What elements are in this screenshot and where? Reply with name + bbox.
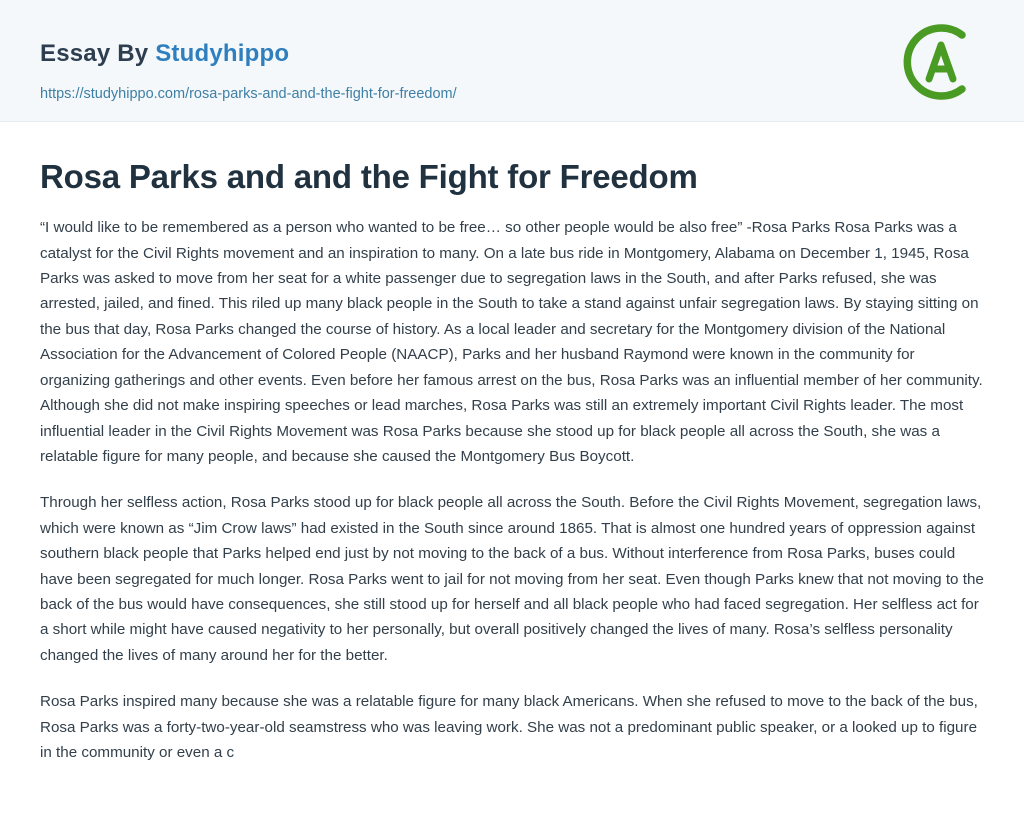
brand-name: Studyhippo <box>155 40 290 67</box>
essay-paragraph: Rosa Parks inspired many because she was a relatable figure for many black Americans. When she refused to move to the back of the bus, Rosa Parks was a forty-two-year-old seamstress who was leaving work. She was not a predominant public speaker, or a looked up to figure in the community or even a c <box>40 693 978 761</box>
brand-title <box>40 40 289 68</box>
essay-paragraph: “I would like to be remembered as a person who wanted to be free… so other people would be also free” -Rosa Parks Rosa Parks was a catalyst for the Civil Rights movement and an inspiration to many. On a late bus ride in Montgomery, Alabama on December 1, 1945, Rosa Parks was asked to move from her seat for a white passenger due to segregation laws in the South, and after Parks refused, she was arrested, jailed, and fined. This riled up many black people in the South to take a stand against unfair segregation laws. By staying sitting on the bus that day, Rosa Parks changed the course of history. As a local leader and secretary for the Montgomery division of the National Association for the Advancement of Colored People (NAACP), Parks and her husband Raymond were known in the community for organizing gatherings and other events. Even before her famous arrest on the bus, Rosa Parks was an influential member of her community. Although she did not make inspiring speeches or lead marches, Rosa Parks was still an extremely important Civil Rights leader. The most influential leader in the Civil Rights Movement was Rosa Parks because she stood up for black people all across the South, she was a relatable figure for many people, and because she caused the Montgomery Bus Boycott. <box>40 219 983 465</box>
studyhippo-circle-a-logo-icon <box>900 21 982 103</box>
brand-prefix: Essay By <box>40 40 156 67</box>
essay-content <box>0 122 1024 765</box>
source-url-link[interactable]: https://studyhippo.com/rosa-parks-and-and-the-fight-for-freedom/ <box>40 86 457 102</box>
essay-paragraph: Through her selfless action, Rosa Parks stood up for black people all across the South. Before the Civil Rights Movement, segregation laws, which were known as “Jim Crow laws” had existed in the South since around 1865. That is almost one hundred years of oppression against southern black people that Parks helped end just by not moving to the back of a bus. Without interference from Rosa Parks, buses could have been segregated for much longer. Rosa Parks went to jail for not moving from her seat. Even though Parks knew that not moving to the back of the bus would have consequences, she still stood up for herself and all black people who had faced segregation. Her selfless act for a short while might have caused negativity to her personally, but overall positively changed the lives of many. Rosa’s selfless personality changed the lives of many around her for the better. <box>40 494 984 664</box>
page-header <box>0 0 1024 122</box>
page-title: Rosa Parks and and the Fight for Freedom <box>40 158 698 195</box>
